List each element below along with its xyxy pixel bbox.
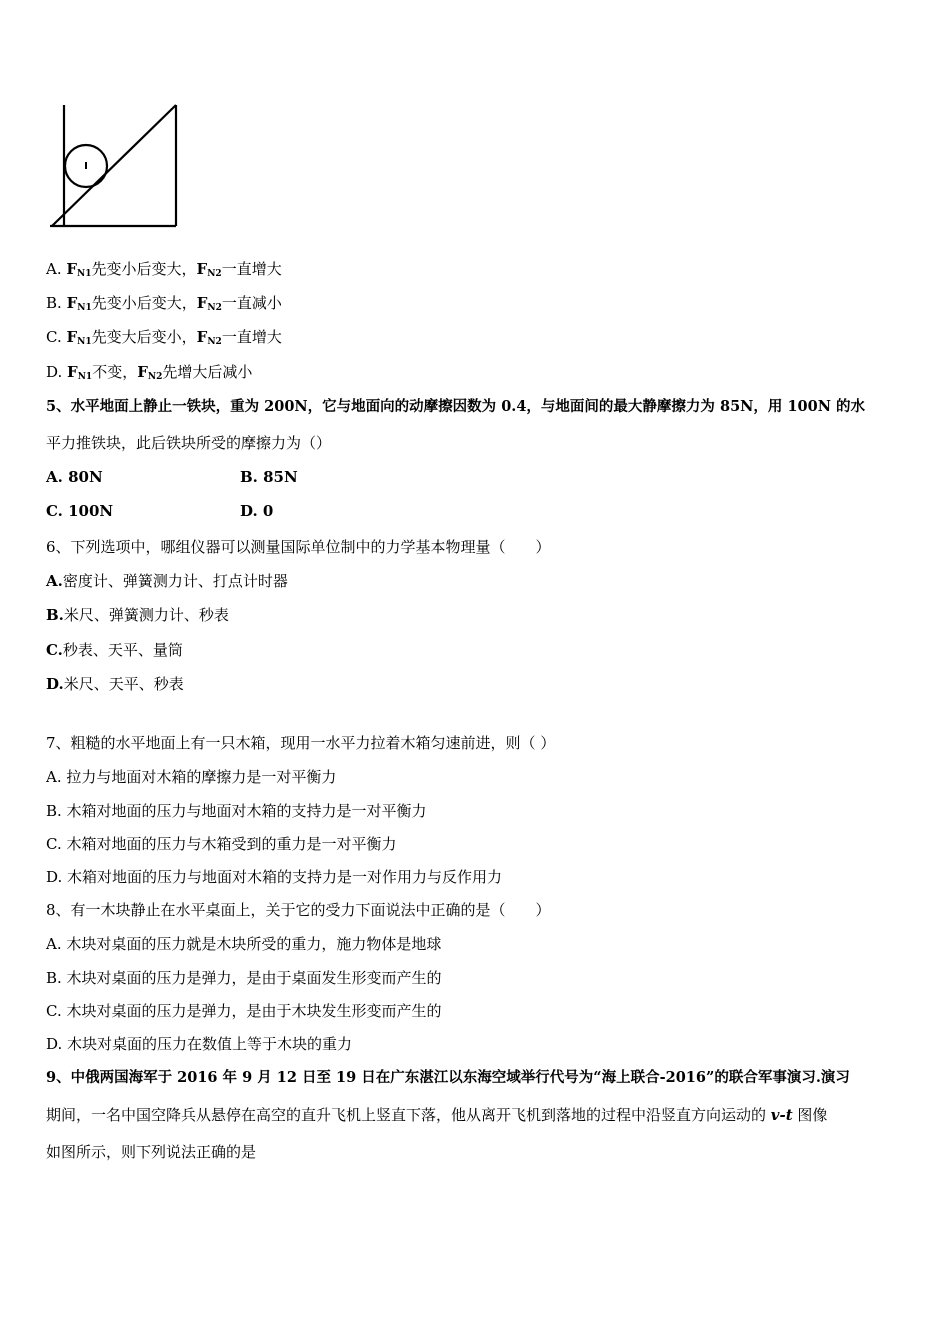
q4-option-c: C. $F_{N1}$先变大后变小，$F_{N2}$一直增大 <box>46 328 282 347</box>
q6-option-d: D.米尺、天平、秒表 <box>46 675 184 693</box>
q7-stem: 7、粗糙的水平地面上有一只木箱，现用一水平力拉着木箱匀速前进，则（ ） <box>46 734 556 752</box>
q7-option-a: A. 拉力与地面对木箱的摩擦力是一对平衡力 <box>46 768 337 786</box>
q6-option-a: A.密度计、弹簧测力计、打点计时器 <box>46 572 288 590</box>
q5-stem-line1: 5、水平地面上静止一铁块，重为 200N，它与地面向的动摩擦因数为 0.4，与地面间的最大静摩擦力为 85N，用 100N 的水 <box>46 398 866 415</box>
q6-stem: 6、下列选项中，哪组仪器可以测量国际单位制中的力学基本物理量（ ） <box>46 538 551 556</box>
q8-stem: 8、有一木块静止在水平桌面上，关于它的受力下面说法中正确的是（ ） <box>46 901 551 919</box>
q7-option-d: D. 木箱对地面的压力与地面对木箱的支持力是一对作用力与反作用力 <box>46 868 503 886</box>
q8-option-a: A. 木块对桌面的压力就是木块所受的重力，施力物体是地球 <box>46 935 442 953</box>
q4-option-d: D. $F_{N1}$不变，$F_{N2}$先增大后减小 <box>46 363 253 382</box>
q6-option-c: C.秒表、天平、量筒 <box>46 641 183 659</box>
q5-stem-line2: 平力推铁块，此后铁块所受的摩擦力为（） <box>46 434 332 452</box>
incline-ball-figure <box>46 100 186 230</box>
q5-option-d: D. 0 <box>240 502 274 520</box>
q8-option-b: B. 木块对桌面的压力是弹力，是由于桌面发生形变而产生的 <box>46 969 442 987</box>
q4-option-b: B. $F_{N1}$先变小后变大，$F_{N2}$一直减小 <box>46 294 282 313</box>
q6-option-b: B.米尺、弹簧测力计、秒表 <box>46 606 229 624</box>
q5-option-a: A. 80N <box>46 468 103 486</box>
q8-option-c: C. 木块对桌面的压力是弹力，是由于木块发生形变而产生的 <box>46 1002 442 1020</box>
inclined-board <box>52 105 176 226</box>
q9-line3: 如图所示，则下列说法正确的是 <box>46 1143 257 1161</box>
q9-line1: 9、中俄两国海军于 2016 年 9 月 12 日至 19 日在广东湛江以东海空域举行代号为“海上联合-2016”的联合军事演习.演习 <box>46 1069 850 1086</box>
q8-option-d: D. 木块对桌面的压力在数值上等于木块的重力 <box>46 1035 353 1053</box>
q7-option-c: C. 木箱对地面的压力与木箱受到的重力是一对平衡力 <box>46 835 397 853</box>
q9-line2: 期间，一名中国空降兵从悬停在高空的直升飞机上竖直下落，他从离开飞机到落地的过程中沿竖直方向运动的 v-t 图像 <box>46 1106 828 1124</box>
q4-option-a: A. $F_{N1}$先变小后变大，$F_{N2}$一直增大 <box>46 260 282 279</box>
q7-option-b: B. 木箱对地面的压力与地面对木箱的支持力是一对平衡力 <box>46 802 427 820</box>
q5-option-b: B. 85N <box>240 468 298 486</box>
q5-option-c: C. 100N <box>46 502 114 520</box>
